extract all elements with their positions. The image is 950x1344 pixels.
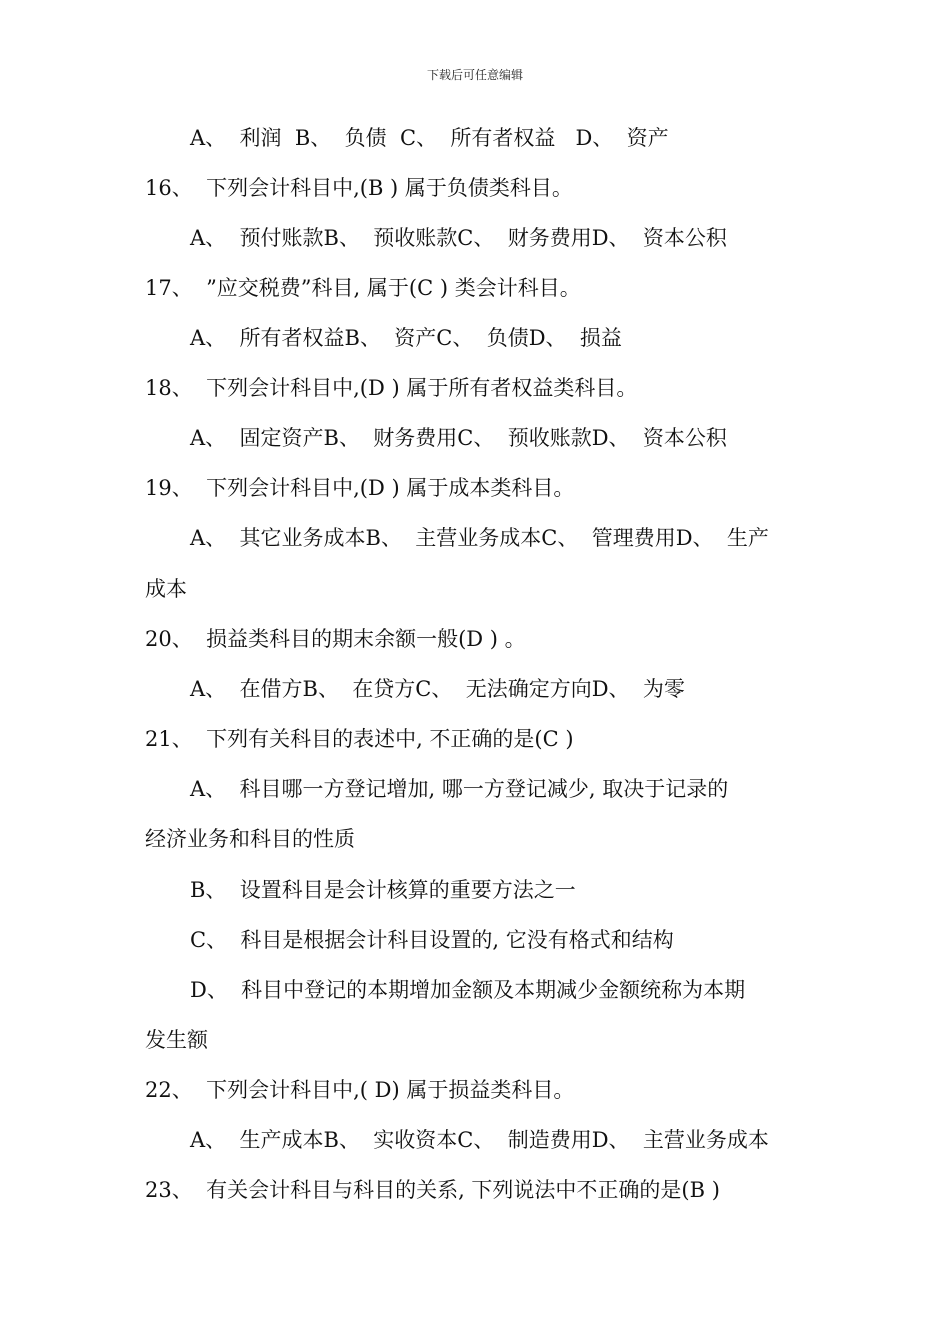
question-20-options: A、 在借方B、 在贷方C、 无法确定方向D、 为零 [190,677,685,701]
question-17-options: A、 所有者权益B、 资产C、 负债D、 损益 [190,326,622,350]
question-18-stem: 18、 下列会计科目中,(D ) 属于所有者权益类科目。 [145,376,638,400]
question-23-stem: 23、 有关会计科目与科目的关系, 下列说法中不正确的是(B ) [145,1178,720,1202]
question-21-option-b: B、 设置科目是会计核算的重要方法之一 [190,878,576,902]
question-18-options: A、 固定资产B、 财务费用C、 预收账款D、 资本公积 [190,426,727,450]
question-19-options-cont: 成本 [145,577,187,601]
question-19-options: A、 其它业务成本B、 主营业务成本C、 管理费用D、 生产 [190,526,769,550]
question-21-option-a: A、 科目哪一方登记增加, 哪一方登记减少, 取决于记录的 [190,777,729,801]
question-22-stem: 22、 下列会计科目中,( D) 属于损益类科目。 [145,1078,575,1102]
question-22-options: A、 生产成本B、 实收资本C、 制造费用D、 主营业务成本 [190,1128,769,1152]
question-21-option-c: C、 科目是根据会计科目设置的, 它没有格式和结构 [190,928,674,952]
question-21-option-a-cont: 经济业务和科目的性质 [145,827,355,851]
question-15-options: A、 利润 B、 负债 C、 所有者权益 D、 资产 [190,126,669,150]
question-21-option-d: D、 科目中登记的本期增加金额及本期减少金额统称为本期 [190,978,746,1002]
question-19-stem: 19、 下列会计科目中,(D ) 属于成本类科目。 [145,476,575,500]
question-16-stem: 16、 下列会计科目中,(B ) 属于负债类科目。 [145,176,573,200]
question-20-stem: 20、 损益类科目的期末余额一般(D ) 。 [145,627,526,651]
page-header-note: 下载后可任意编辑 [426,68,523,82]
question-16-options: A、 预付账款B、 预收账款C、 财务费用D、 资本公积 [190,226,727,250]
question-21-option-d-cont: 发生额 [145,1028,208,1052]
question-21-stem: 21、 下列有关科目的表述中, 不正确的是(C ) [145,727,574,751]
question-17-stem: 17、 ”应交税费”科目, 属于(C ) 类会计科目。 [145,276,581,300]
